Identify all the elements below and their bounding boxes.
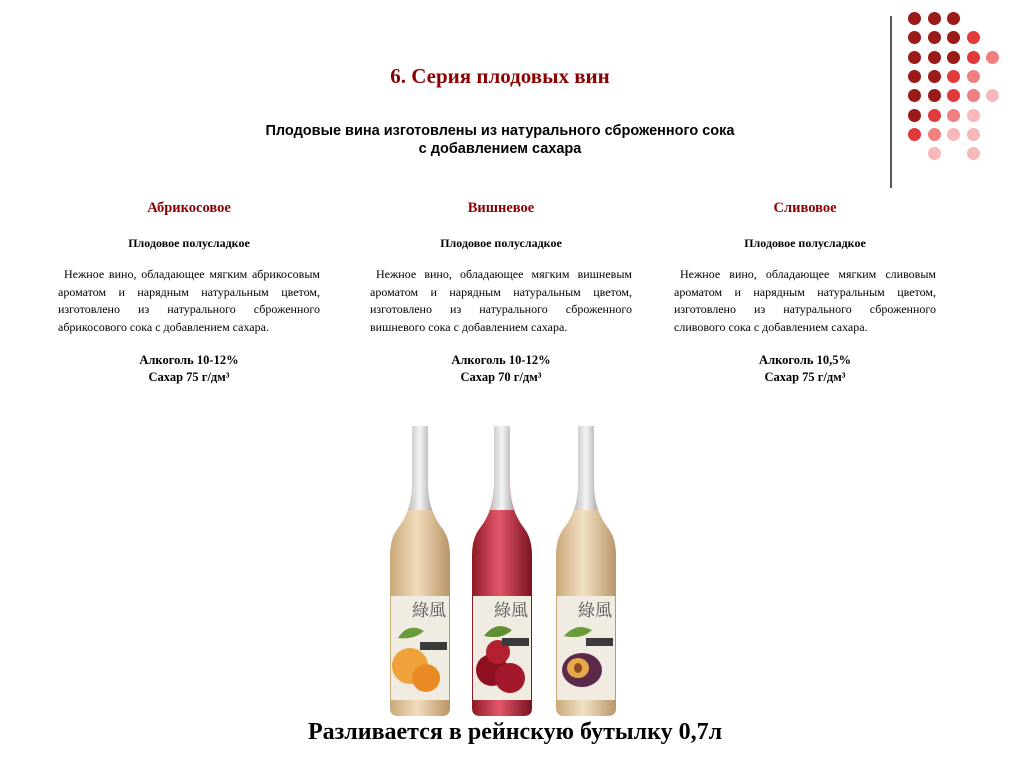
wine-type: Плодовое полусладкое — [744, 236, 866, 250]
bottle-label-text: 綠風 — [578, 601, 612, 621]
bottle-apricot — [390, 426, 450, 716]
decorative-dot — [947, 31, 960, 44]
decorative-dot — [947, 51, 960, 64]
wine-sugar: Сахар 70 г/дм³ — [460, 370, 542, 384]
wine-column-cherry — [370, 200, 632, 386]
decorative-dot — [908, 51, 921, 64]
decorative-dot — [967, 31, 980, 44]
decorative-dot — [928, 89, 941, 102]
decorative-dot — [967, 51, 980, 64]
subtitle-line-2: с добавлением сахара — [418, 141, 582, 157]
decorative-dot — [928, 128, 941, 141]
wine-column-plum — [674, 200, 936, 386]
decorative-dot — [908, 12, 921, 25]
decorative-dot — [967, 109, 980, 122]
bottle-label-text: 綠風 — [494, 601, 528, 621]
decorative-dot — [928, 147, 941, 160]
decorative-dot — [947, 70, 960, 83]
decorative-dot — [908, 70, 921, 83]
decorative-dot — [967, 70, 980, 83]
wine-sugar: Сахар 75 г/дм³ — [764, 370, 846, 384]
bottle-plum — [556, 426, 616, 716]
wine-column-apricot — [58, 200, 320, 386]
decorative-dot — [986, 89, 999, 102]
decorative-dot — [967, 147, 980, 160]
wine-description: Нежное вино, обладающее мягким сливовым ароматом и нарядным натуральным цветом, изготовлено из натурального сброженного сливового сока с добавлением сахара. — [674, 267, 936, 334]
decorative-dot — [928, 12, 941, 25]
wine-description: Нежное вино, обладающее мягким вишневым ароматом и нарядным натуральным цветом, изготовлено из натурального сброженного вишневого сока с добавлением сахара. — [370, 267, 632, 334]
wine-bottles-image — [378, 424, 628, 716]
decorative-dot — [928, 70, 941, 83]
decorative-dot — [908, 109, 921, 122]
decorative-dot — [947, 89, 960, 102]
decorative-dot — [947, 109, 960, 122]
vertical-divider — [890, 16, 892, 188]
wine-specs — [370, 352, 632, 386]
wine-name: Вишневое — [467, 200, 535, 216]
wine-specs — [674, 352, 936, 386]
wine-type: Плодовое полусладкое — [128, 236, 250, 250]
wine-description: Нежное вино, обладающее мягким абрикосовым ароматом и нарядным натуральным цветом, изготовлено из натурального сброженного абрикосового сока с добавлением сахара. — [58, 267, 320, 334]
wine-specs — [58, 352, 320, 386]
decorative-dot — [967, 128, 980, 141]
decorative-dot — [928, 31, 941, 44]
wine-type: Плодовое полусладкое — [440, 236, 562, 250]
decorative-dot — [967, 89, 980, 102]
decorative-dot — [986, 51, 999, 64]
decorative-dot — [908, 31, 921, 44]
bottle-footer-note: Разливается в рейнскую бутылку 0,7л — [307, 719, 723, 745]
decorative-dot — [928, 109, 941, 122]
wine-name: Абрикосовое — [147, 200, 231, 216]
decorative-dot-grid — [908, 12, 1008, 172]
wine-alcohol: Алкоголь 10,5% — [759, 353, 851, 367]
wine-alcohol: Алкоголь 10-12% — [451, 353, 551, 367]
decorative-dot — [928, 51, 941, 64]
wine-sugar: Сахар 75 г/дм³ — [148, 370, 230, 384]
decorative-dot — [908, 89, 921, 102]
bottle-cherry — [472, 426, 532, 716]
decorative-dot — [947, 12, 960, 25]
wine-name: Сливовое — [773, 200, 837, 216]
decorative-dot — [947, 128, 960, 141]
slide-title: 6. Серия плодовых вин — [390, 64, 610, 88]
decorative-dot — [908, 128, 921, 141]
slide-subtitle — [200, 122, 800, 158]
bottle-label-text: 綠風 — [412, 601, 446, 621]
wine-alcohol: Алкоголь 10-12% — [139, 353, 239, 367]
subtitle-line-1: Плодовые вина изготовлены из натурального сброженного сока — [265, 123, 735, 139]
